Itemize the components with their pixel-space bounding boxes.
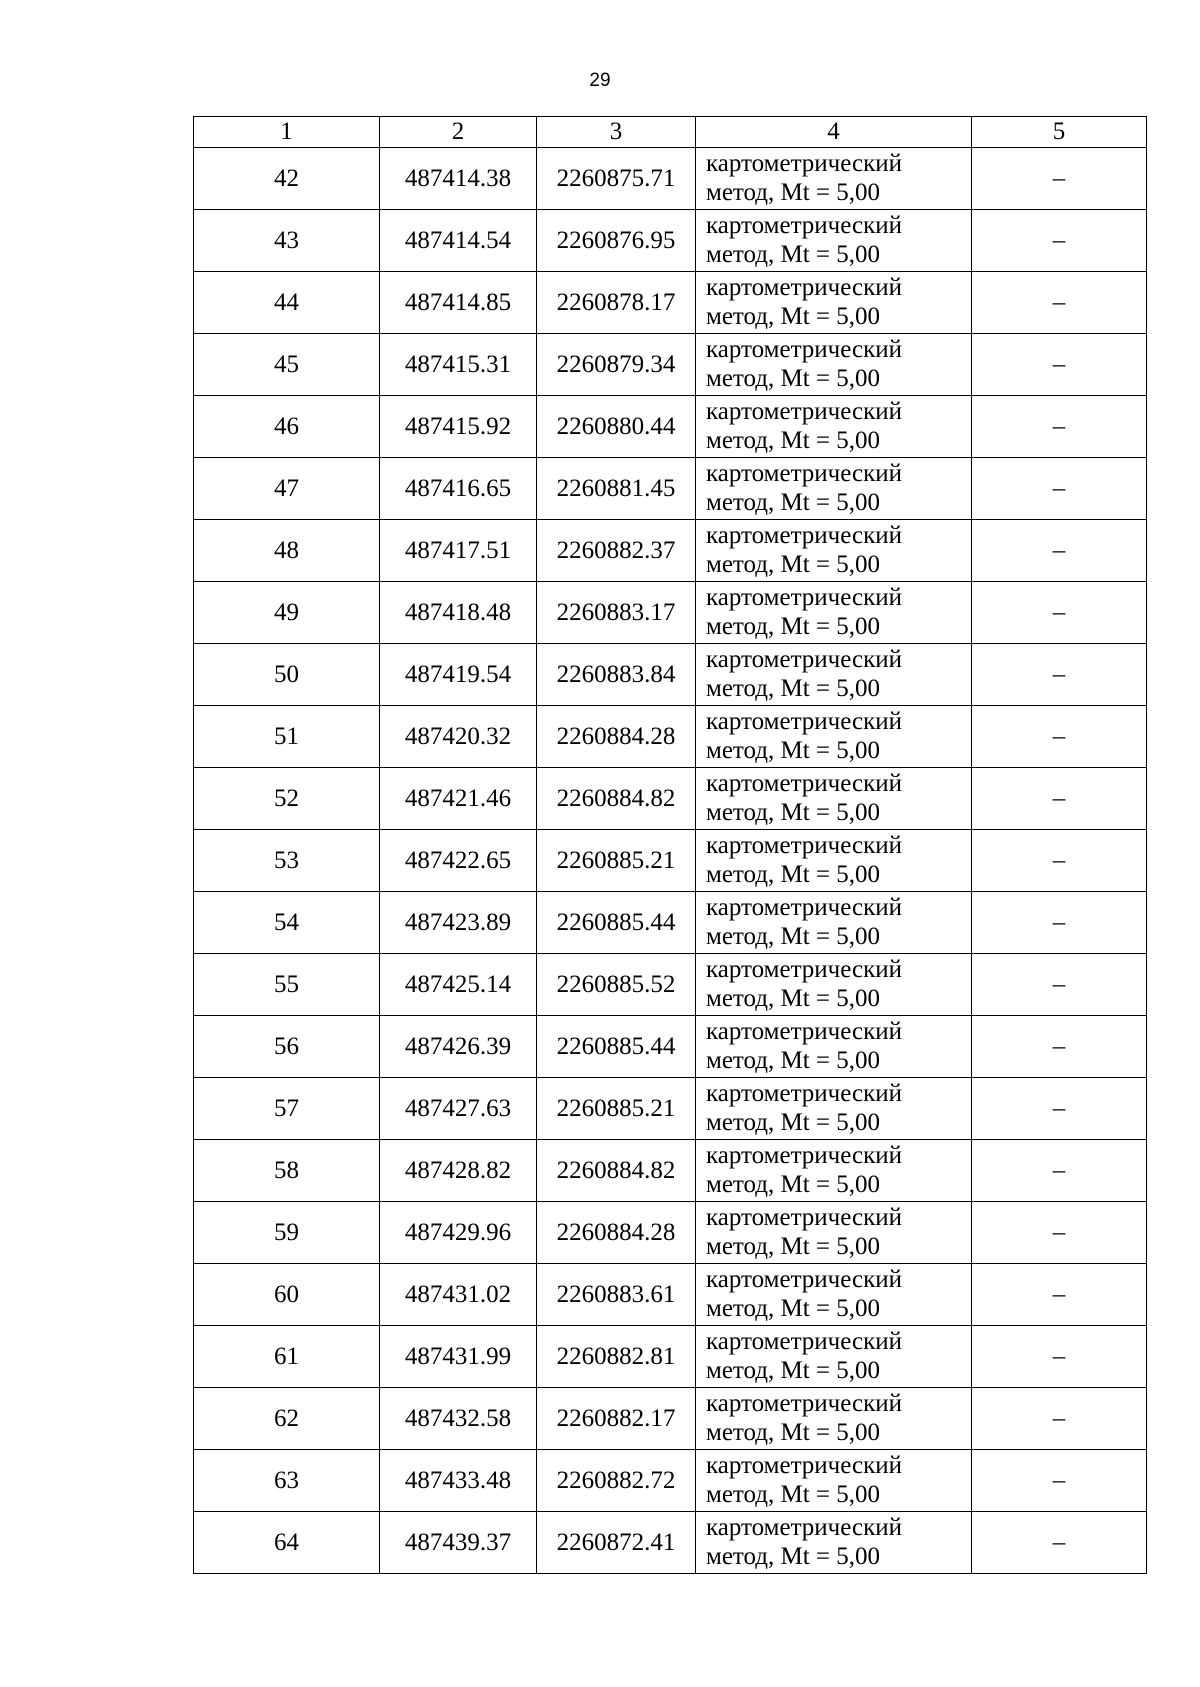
x-coordinate-cell: 487416.65 bbox=[380, 458, 537, 520]
table-row bbox=[194, 148, 1147, 210]
method-cell bbox=[696, 1326, 972, 1388]
y-coordinate-cell: 2260882.17 bbox=[537, 1388, 696, 1450]
header-cell-2: 2 bbox=[380, 117, 537, 148]
y-coordinate-cell: 2260881.45 bbox=[537, 458, 696, 520]
table-row bbox=[194, 1388, 1147, 1450]
table-body bbox=[194, 148, 1147, 1574]
table-row bbox=[194, 768, 1147, 830]
note-cell: – bbox=[972, 1450, 1147, 1512]
method-line-2: метод, Mt = 5,00 bbox=[706, 1481, 881, 1508]
note-cell: – bbox=[972, 768, 1147, 830]
method-line-1: картометрический bbox=[706, 150, 902, 177]
header-cell-4: 4 bbox=[696, 117, 972, 148]
method-line-1: картометрический bbox=[706, 1390, 902, 1417]
table-row bbox=[194, 1450, 1147, 1512]
point-number-cell: 51 bbox=[194, 706, 380, 768]
method-line-1: картометрический bbox=[706, 770, 902, 797]
point-number-cell: 63 bbox=[194, 1450, 380, 1512]
x-coordinate-cell: 487418.48 bbox=[380, 582, 537, 644]
method-line-1: картометрический bbox=[706, 1266, 902, 1293]
y-coordinate-cell: 2260885.21 bbox=[537, 830, 696, 892]
method-cell bbox=[696, 520, 972, 582]
point-number-cell: 54 bbox=[194, 892, 380, 954]
note-cell: – bbox=[972, 1388, 1147, 1450]
note-cell: – bbox=[972, 892, 1147, 954]
method-cell bbox=[696, 272, 972, 334]
note-cell: – bbox=[972, 1140, 1147, 1202]
y-coordinate-cell: 2260882.37 bbox=[537, 520, 696, 582]
method-line-2: метод, Mt = 5,00 bbox=[706, 1233, 881, 1260]
point-number-cell: 64 bbox=[194, 1512, 380, 1574]
x-coordinate-cell: 487417.51 bbox=[380, 520, 537, 582]
y-coordinate-cell: 2260885.52 bbox=[537, 954, 696, 1016]
x-coordinate-cell: 487421.46 bbox=[380, 768, 537, 830]
y-coordinate-cell: 2260884.82 bbox=[537, 1140, 696, 1202]
point-number-cell: 62 bbox=[194, 1388, 380, 1450]
note-cell: – bbox=[972, 458, 1147, 520]
x-coordinate-cell: 487427.63 bbox=[380, 1078, 537, 1140]
x-coordinate-cell: 487425.14 bbox=[380, 954, 537, 1016]
header-cell-5: 5 bbox=[972, 117, 1147, 148]
table-row bbox=[194, 1016, 1147, 1078]
method-line-1: картометрический bbox=[706, 584, 902, 611]
method-cell bbox=[696, 706, 972, 768]
x-coordinate-cell: 487431.02 bbox=[380, 1264, 537, 1326]
point-number-cell: 46 bbox=[194, 396, 380, 458]
method-line-2: метод, Mt = 5,00 bbox=[706, 1047, 881, 1074]
table-row bbox=[194, 458, 1147, 520]
method-line-2: метод, Mt = 5,00 bbox=[706, 799, 881, 826]
method-cell bbox=[696, 1140, 972, 1202]
note-cell: – bbox=[972, 210, 1147, 272]
method-line-2: метод, Mt = 5,00 bbox=[706, 427, 881, 454]
method-cell bbox=[696, 1512, 972, 1574]
method-line-1: картометрический bbox=[706, 708, 902, 735]
note-cell: – bbox=[972, 582, 1147, 644]
table-row bbox=[194, 644, 1147, 706]
note-cell: – bbox=[972, 1512, 1147, 1574]
method-cell bbox=[696, 334, 972, 396]
note-cell: – bbox=[972, 520, 1147, 582]
method-line-2: метод, Mt = 5,00 bbox=[706, 551, 881, 578]
method-line-1: картометрический bbox=[706, 1514, 902, 1541]
x-coordinate-cell: 487422.65 bbox=[380, 830, 537, 892]
y-coordinate-cell: 2260883.61 bbox=[537, 1264, 696, 1326]
point-number-cell: 45 bbox=[194, 334, 380, 396]
table-row bbox=[194, 210, 1147, 272]
method-cell bbox=[696, 1264, 972, 1326]
x-coordinate-cell: 487414.85 bbox=[380, 272, 537, 334]
point-number-cell: 53 bbox=[194, 830, 380, 892]
x-coordinate-cell: 487415.31 bbox=[380, 334, 537, 396]
method-cell bbox=[696, 768, 972, 830]
method-line-2: метод, Mt = 5,00 bbox=[706, 241, 881, 268]
y-coordinate-cell: 2260884.28 bbox=[537, 1202, 696, 1264]
note-cell: – bbox=[972, 1078, 1147, 1140]
header-cell-1: 1 bbox=[194, 117, 380, 148]
table-header bbox=[194, 117, 1147, 148]
method-line-1: картометрический bbox=[706, 1080, 902, 1107]
y-coordinate-cell: 2260885.44 bbox=[537, 1016, 696, 1078]
y-coordinate-cell: 2260885.21 bbox=[537, 1078, 696, 1140]
table-row bbox=[194, 582, 1147, 644]
method-line-2: метод, Mt = 5,00 bbox=[706, 985, 881, 1012]
method-line-1: картометрический bbox=[706, 522, 902, 549]
method-line-1: картометрический bbox=[706, 1204, 902, 1231]
method-cell bbox=[696, 396, 972, 458]
method-line-1: картометрический bbox=[706, 336, 902, 363]
method-line-2: метод, Mt = 5,00 bbox=[706, 1295, 881, 1322]
table-row bbox=[194, 954, 1147, 1016]
table-row bbox=[194, 892, 1147, 954]
method-line-2: метод, Mt = 5,00 bbox=[706, 489, 881, 516]
method-line-2: метод, Mt = 5,00 bbox=[706, 1171, 881, 1198]
method-line-1: картометрический bbox=[706, 832, 902, 859]
point-number-cell: 52 bbox=[194, 768, 380, 830]
method-cell bbox=[696, 1450, 972, 1512]
x-coordinate-cell: 487415.92 bbox=[380, 396, 537, 458]
y-coordinate-cell: 2260875.71 bbox=[537, 148, 696, 210]
point-number-cell: 43 bbox=[194, 210, 380, 272]
table-row bbox=[194, 1264, 1147, 1326]
x-coordinate-cell: 487414.38 bbox=[380, 148, 537, 210]
y-coordinate-cell: 2260878.17 bbox=[537, 272, 696, 334]
x-coordinate-cell: 487432.58 bbox=[380, 1388, 537, 1450]
method-cell bbox=[696, 830, 972, 892]
method-line-2: метод, Mt = 5,00 bbox=[706, 613, 881, 640]
y-coordinate-cell: 2260880.44 bbox=[537, 396, 696, 458]
method-line-1: картометрический bbox=[706, 212, 902, 239]
table-row bbox=[194, 1512, 1147, 1574]
note-cell: – bbox=[972, 334, 1147, 396]
method-cell bbox=[696, 582, 972, 644]
x-coordinate-cell: 487426.39 bbox=[380, 1016, 537, 1078]
table-row bbox=[194, 830, 1147, 892]
method-cell bbox=[696, 1202, 972, 1264]
method-line-1: картометрический bbox=[706, 956, 902, 983]
table-row bbox=[194, 1202, 1147, 1264]
x-coordinate-cell: 487420.32 bbox=[380, 706, 537, 768]
table-row bbox=[194, 396, 1147, 458]
method-cell bbox=[696, 1078, 972, 1140]
method-line-2: метод, Mt = 5,00 bbox=[706, 1357, 881, 1384]
header-cell-3: 3 bbox=[537, 117, 696, 148]
x-coordinate-cell: 487428.82 bbox=[380, 1140, 537, 1202]
method-line-2: метод, Mt = 5,00 bbox=[706, 303, 881, 330]
header-row bbox=[194, 117, 1147, 148]
y-coordinate-cell: 2260882.72 bbox=[537, 1450, 696, 1512]
y-coordinate-cell: 2260882.81 bbox=[537, 1326, 696, 1388]
x-coordinate-cell: 487431.99 bbox=[380, 1326, 537, 1388]
table-row bbox=[194, 272, 1147, 334]
method-line-1: картометрический bbox=[706, 398, 902, 425]
coordinates-table bbox=[193, 116, 1147, 1574]
method-line-1: картометрический bbox=[706, 1142, 902, 1169]
table-row bbox=[194, 520, 1147, 582]
note-cell: – bbox=[972, 954, 1147, 1016]
x-coordinate-cell: 487439.37 bbox=[380, 1512, 537, 1574]
note-cell: – bbox=[972, 1264, 1147, 1326]
method-line-2: метод, Mt = 5,00 bbox=[706, 365, 881, 392]
note-cell: – bbox=[972, 148, 1147, 210]
method-line-2: метод, Mt = 5,00 bbox=[706, 1109, 881, 1136]
method-line-2: метод, Mt = 5,00 bbox=[706, 1419, 881, 1446]
point-number-cell: 60 bbox=[194, 1264, 380, 1326]
x-coordinate-cell: 487429.96 bbox=[380, 1202, 537, 1264]
point-number-cell: 57 bbox=[194, 1078, 380, 1140]
method-line-1: картометрический bbox=[706, 460, 902, 487]
x-coordinate-cell: 487414.54 bbox=[380, 210, 537, 272]
method-line-1: картометрический bbox=[706, 1328, 902, 1355]
note-cell: – bbox=[972, 706, 1147, 768]
method-line-1: картометрический bbox=[706, 894, 902, 921]
method-line-2: метод, Mt = 5,00 bbox=[706, 179, 881, 206]
y-coordinate-cell: 2260884.28 bbox=[537, 706, 696, 768]
y-coordinate-cell: 2260879.34 bbox=[537, 334, 696, 396]
x-coordinate-cell: 487433.48 bbox=[380, 1450, 537, 1512]
point-number-cell: 47 bbox=[194, 458, 380, 520]
point-number-cell: 42 bbox=[194, 148, 380, 210]
table-row bbox=[194, 334, 1147, 396]
method-line-2: метод, Mt = 5,00 bbox=[706, 1543, 881, 1570]
method-line-1: картометрический bbox=[706, 1452, 902, 1479]
note-cell: – bbox=[972, 830, 1147, 892]
method-cell bbox=[696, 1388, 972, 1450]
note-cell: – bbox=[972, 396, 1147, 458]
note-cell: – bbox=[972, 644, 1147, 706]
method-line-1: картометрический bbox=[706, 274, 902, 301]
method-cell bbox=[696, 954, 972, 1016]
method-cell bbox=[696, 458, 972, 520]
table-row bbox=[194, 1326, 1147, 1388]
method-cell bbox=[696, 148, 972, 210]
table-row bbox=[194, 706, 1147, 768]
point-number-cell: 61 bbox=[194, 1326, 380, 1388]
table-row bbox=[194, 1078, 1147, 1140]
method-cell bbox=[696, 210, 972, 272]
y-coordinate-cell: 2260885.44 bbox=[537, 892, 696, 954]
y-coordinate-cell: 2260883.17 bbox=[537, 582, 696, 644]
table-row bbox=[194, 1140, 1147, 1202]
x-coordinate-cell: 487419.54 bbox=[380, 644, 537, 706]
method-cell bbox=[696, 644, 972, 706]
note-cell: – bbox=[972, 1202, 1147, 1264]
y-coordinate-cell: 2260883.84 bbox=[537, 644, 696, 706]
page-number: 29 bbox=[589, 70, 611, 91]
point-number-cell: 59 bbox=[194, 1202, 380, 1264]
method-line-2: метод, Mt = 5,00 bbox=[706, 675, 881, 702]
point-number-cell: 49 bbox=[194, 582, 380, 644]
note-cell: – bbox=[972, 272, 1147, 334]
point-number-cell: 44 bbox=[194, 272, 380, 334]
y-coordinate-cell: 2260876.95 bbox=[537, 210, 696, 272]
note-cell: – bbox=[972, 1326, 1147, 1388]
y-coordinate-cell: 2260872.41 bbox=[537, 1512, 696, 1574]
y-coordinate-cell: 2260884.82 bbox=[537, 768, 696, 830]
point-number-cell: 58 bbox=[194, 1140, 380, 1202]
method-line-2: метод, Mt = 5,00 bbox=[706, 737, 881, 764]
point-number-cell: 48 bbox=[194, 520, 380, 582]
x-coordinate-cell: 487423.89 bbox=[380, 892, 537, 954]
method-cell bbox=[696, 892, 972, 954]
point-number-cell: 55 bbox=[194, 954, 380, 1016]
method-line-2: метод, Mt = 5,00 bbox=[706, 861, 881, 888]
method-line-1: картометрический bbox=[706, 1018, 902, 1045]
method-line-1: картометрический bbox=[706, 646, 902, 673]
method-cell bbox=[696, 1016, 972, 1078]
method-line-2: метод, Mt = 5,00 bbox=[706, 923, 881, 950]
point-number-cell: 50 bbox=[194, 644, 380, 706]
note-cell: – bbox=[972, 1016, 1147, 1078]
point-number-cell: 56 bbox=[194, 1016, 380, 1078]
